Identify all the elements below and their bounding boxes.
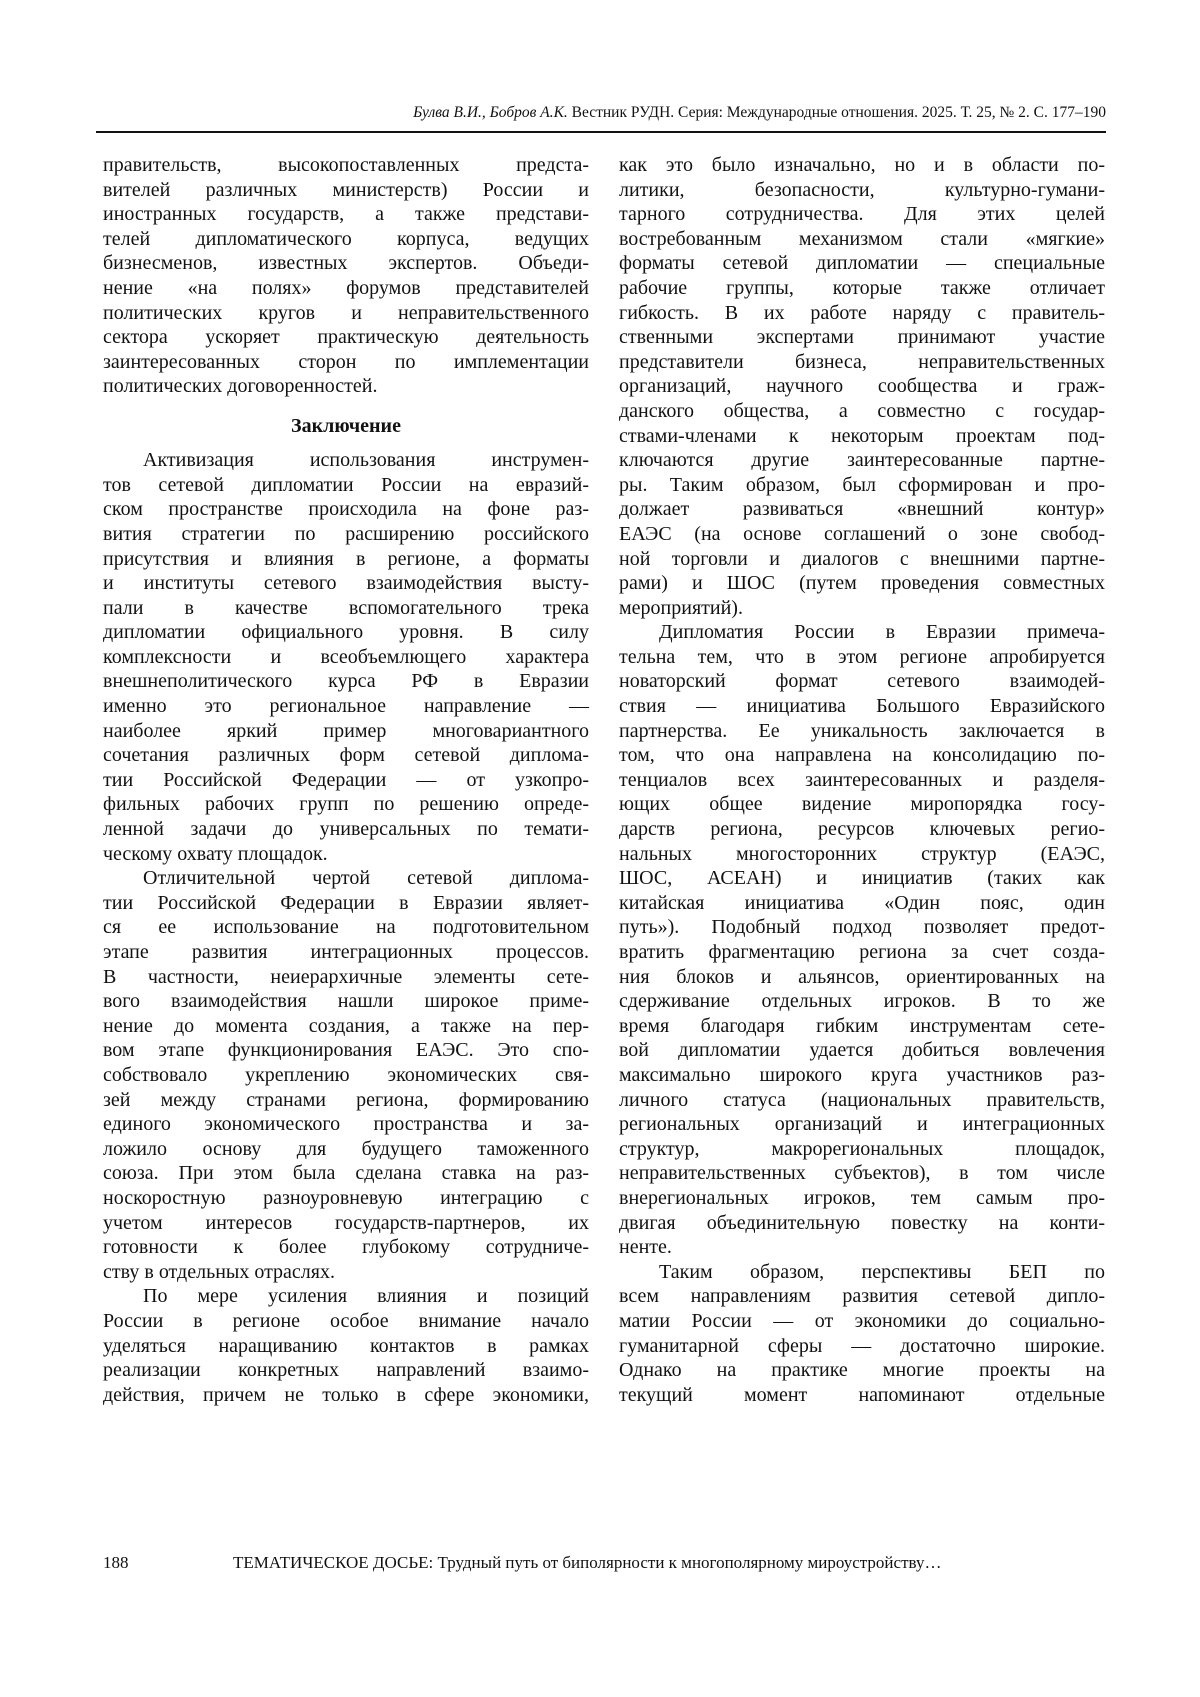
text-line: бизнесменов, известных экспертов. Объеди- <box>103 251 589 276</box>
paragraph <box>103 448 589 866</box>
text-line: вого взаимодействия нашли широкое приме- <box>103 989 589 1014</box>
text-line: ненте. <box>619 1235 1105 1260</box>
text-line: фильных рабочих групп по решению опреде- <box>103 792 589 817</box>
text-line: литики, безопасности, культурно-гумани- <box>619 178 1105 203</box>
text-line: тарного сотрудничества. Для этих целей <box>619 202 1105 227</box>
text-line: единого экономического пространства и за- <box>103 1112 589 1137</box>
paragraph <box>619 1260 1105 1408</box>
text-line: нальных многосторонних структур (ЕАЭС, <box>619 842 1105 867</box>
header-authors: Булва В.И., Бобров А.К. <box>413 104 568 121</box>
text-line: внерегиональных игроков, тем самым про- <box>619 1186 1105 1211</box>
text-line: ры. Таким образом, был сформирован и про- <box>619 473 1105 498</box>
text-line: Дипломатия России в Евразии примеча- <box>619 620 1105 645</box>
text-line: Однако на практике многие проекты на <box>619 1358 1105 1383</box>
text-line: должает развиваться «внешний контур» <box>619 497 1105 522</box>
text-line: ной торговли и диалогов с внешними партне- <box>619 547 1105 572</box>
text-line: носкоростную разноуровневую интеграцию с <box>103 1186 589 1211</box>
text-line: правительств, высокопоставленных предста- <box>103 153 589 178</box>
text-line: тов сетевой дипломатии России на евразий- <box>103 473 589 498</box>
text-line: дипломатии официального уровня. В силу <box>103 620 589 645</box>
paragraph <box>619 620 1105 1259</box>
text-line: вом этапе функционирования ЕАЭС. Это спо- <box>103 1038 589 1063</box>
text-line: политических кругов и неправительственного <box>103 301 589 326</box>
text-line: как это было изначально, но и в области по- <box>619 153 1105 178</box>
text-line: форматы сетевой дипломатии — специальные <box>619 251 1105 276</box>
text-line: рабочие группы, которые также отличает <box>619 276 1105 301</box>
text-line: этапе развития интеграционных процессов. <box>103 940 589 965</box>
text-line: всем направлениям развития сетевой дипло- <box>619 1284 1105 1309</box>
text-line: союза. При этом была сделана ставка на раз- <box>103 1161 589 1186</box>
text-line: ству в отдельных отраслях. <box>103 1260 589 1285</box>
text-line: политических договоренностей. <box>103 374 589 399</box>
text-line: присутствия и влияния в регионе, а форматы <box>103 547 589 572</box>
header-rule <box>96 131 1106 133</box>
text-line: текущий момент напоминают отдельные <box>619 1383 1105 1408</box>
text-line: том, что она направлена на консолидацию по- <box>619 743 1105 768</box>
text-line: России в регионе особое внимание начало <box>103 1309 589 1334</box>
text-line: заинтересованных сторон по имплементации <box>103 350 589 375</box>
paragraph <box>103 1284 589 1407</box>
text-line: собствовало укреплению экономических свя- <box>103 1063 589 1088</box>
text-line: региональных организаций и интеграционных <box>619 1112 1105 1137</box>
text-line: В частности, неиерархичные элементы сете- <box>103 965 589 990</box>
text-line: Активизация использования инструмен- <box>103 448 589 473</box>
text-line: путь»). Подобный подход позволяет предот- <box>619 915 1105 940</box>
text-line: тии Российской Федерации — от узкопро- <box>103 768 589 793</box>
text-line: новаторский формат сетевого взаимодей- <box>619 669 1105 694</box>
text-line: ющих общее видение миропорядка госу- <box>619 792 1105 817</box>
text-line: китайская инициатива «Один пояс, один <box>619 891 1105 916</box>
text-line: двигая объединительную повестку на конти- <box>619 1211 1105 1236</box>
text-line: сектора ускоряет практическую деятельность <box>103 325 589 350</box>
running-footer-title: ТЕМАТИЧЕСКОЕ ДОСЬЕ: Трудный путь от биполярности к многополярному мироустройству… <box>233 1553 941 1573</box>
text-line: время благодаря гибким инструментам сете- <box>619 1014 1105 1039</box>
text-line: действия, причем не только в сфере экономики, <box>103 1383 589 1408</box>
text-line: представители бизнеса, неправительственных <box>619 350 1105 375</box>
text-line: вратить фрагментацию региона за счет созда- <box>619 940 1105 965</box>
left-column <box>103 153 589 1407</box>
text-line: ствами-членами к некоторым проектам под- <box>619 424 1105 449</box>
text-line: Таким образом, перспективы БЕП по <box>619 1260 1105 1285</box>
text-line: сочетания различных форм сетевой диплома- <box>103 743 589 768</box>
text-line: и институты сетевого взаимодействия высту- <box>103 571 589 596</box>
text-line: нение «на полях» форумов представителей <box>103 276 589 301</box>
text-line: ЕАЭС (на основе соглашений о зоне свобод- <box>619 522 1105 547</box>
text-line: иностранных государств, а также представи- <box>103 202 589 227</box>
right-column <box>619 153 1105 1407</box>
text-line: нение до момента создания, а также на пер- <box>103 1014 589 1039</box>
text-line: ском пространстве происходила на фоне раз- <box>103 497 589 522</box>
text-line: По мере усиления влияния и позиций <box>103 1284 589 1309</box>
text-line: готовности к более глубокому сотрудниче- <box>103 1235 589 1260</box>
text-line: наиболее яркий пример многовариантного <box>103 719 589 744</box>
text-line: рами) и ШОС (путем проведения совместных <box>619 571 1105 596</box>
paragraph <box>103 153 589 399</box>
text-line: Отличительной чертой сетевой диплома- <box>103 866 589 891</box>
text-line: тии Российской Федерации в Евразии являет- <box>103 891 589 916</box>
paragraph <box>619 153 1105 620</box>
text-line: структур, макрорегиональных площадок, <box>619 1137 1105 1162</box>
text-line: максимально широкого круга участников раз- <box>619 1063 1105 1088</box>
text-line: тельна тем, что в этом регионе апробируется <box>619 645 1105 670</box>
text-line: востребованным механизмом стали «мягкие» <box>619 227 1105 252</box>
text-line: дарств региона, ресурсов ключевых регио- <box>619 817 1105 842</box>
text-line: данского общества, а совместно с государ- <box>619 399 1105 424</box>
text-line: ния блоков и альянсов, ориентированных на <box>619 965 1105 990</box>
text-line: комплексности и всеобъемлющего характера <box>103 645 589 670</box>
text-line: именно это региональное направление — <box>103 694 589 719</box>
text-line: пали в качестве вспомогательного трека <box>103 596 589 621</box>
text-line: вития стратегии по расширению российского <box>103 522 589 547</box>
page-number: 188 <box>103 1553 129 1573</box>
text-line: организаций, научного сообщества и граж- <box>619 374 1105 399</box>
running-header <box>96 104 1106 122</box>
text-line: матии России — от экономики до социально- <box>619 1309 1105 1334</box>
text-line: ленной задачи до универсальных по темати- <box>103 817 589 842</box>
text-line: ШОС, АСЕАН) и инициатив (таких как <box>619 866 1105 891</box>
text-line: вителей различных министерств) России и <box>103 178 589 203</box>
text-line: вой дипломатии удается добиться вовлечения <box>619 1038 1105 1063</box>
text-line: зей между странами региона, формированию <box>103 1088 589 1113</box>
text-line: учетом интересов государств-партнеров, их <box>103 1211 589 1236</box>
text-line: телей дипломатического корпуса, ведущих <box>103 227 589 252</box>
text-line: партнерства. Ее уникальность заключается в <box>619 719 1105 744</box>
text-line: ся ее использование на подготовительном <box>103 915 589 940</box>
text-line: гибкость. В их работе наряду с правитель- <box>619 301 1105 326</box>
paragraph <box>103 866 589 1284</box>
text-line: ключаются другие заинтересованные партне- <box>619 448 1105 473</box>
text-line: ственными экспертами принимают участие <box>619 325 1105 350</box>
text-line: сдерживание отдельных игроков. В то же <box>619 989 1105 1014</box>
text-line: личного статуса (национальных правительств, <box>619 1088 1105 1113</box>
text-line: ческому охвату площадок. <box>103 842 589 867</box>
section-heading: Заключение <box>103 399 589 448</box>
text-line: реализации конкретных направлений взаимо- <box>103 1358 589 1383</box>
header-journal: Вестник РУДН. Серия: Международные отношения. 2025. Т. 25, № 2. С. 177–190 <box>572 104 1106 121</box>
text-line: ствия — инициатива Большого Евразийского <box>619 694 1105 719</box>
text-line: ложило основу для будущего таможенного <box>103 1137 589 1162</box>
text-line: мероприятий). <box>619 596 1105 621</box>
text-line: тенциалов всех заинтересованных и разделя- <box>619 768 1105 793</box>
text-line: гуманитарной сферы — достаточно широкие. <box>619 1334 1105 1359</box>
text-line: уделяться наращиванию контактов в рамках <box>103 1334 589 1359</box>
text-line: неправительственных субъектов), в том числе <box>619 1161 1105 1186</box>
text-line: внешнеполитического курса РФ в Евразии <box>103 669 589 694</box>
